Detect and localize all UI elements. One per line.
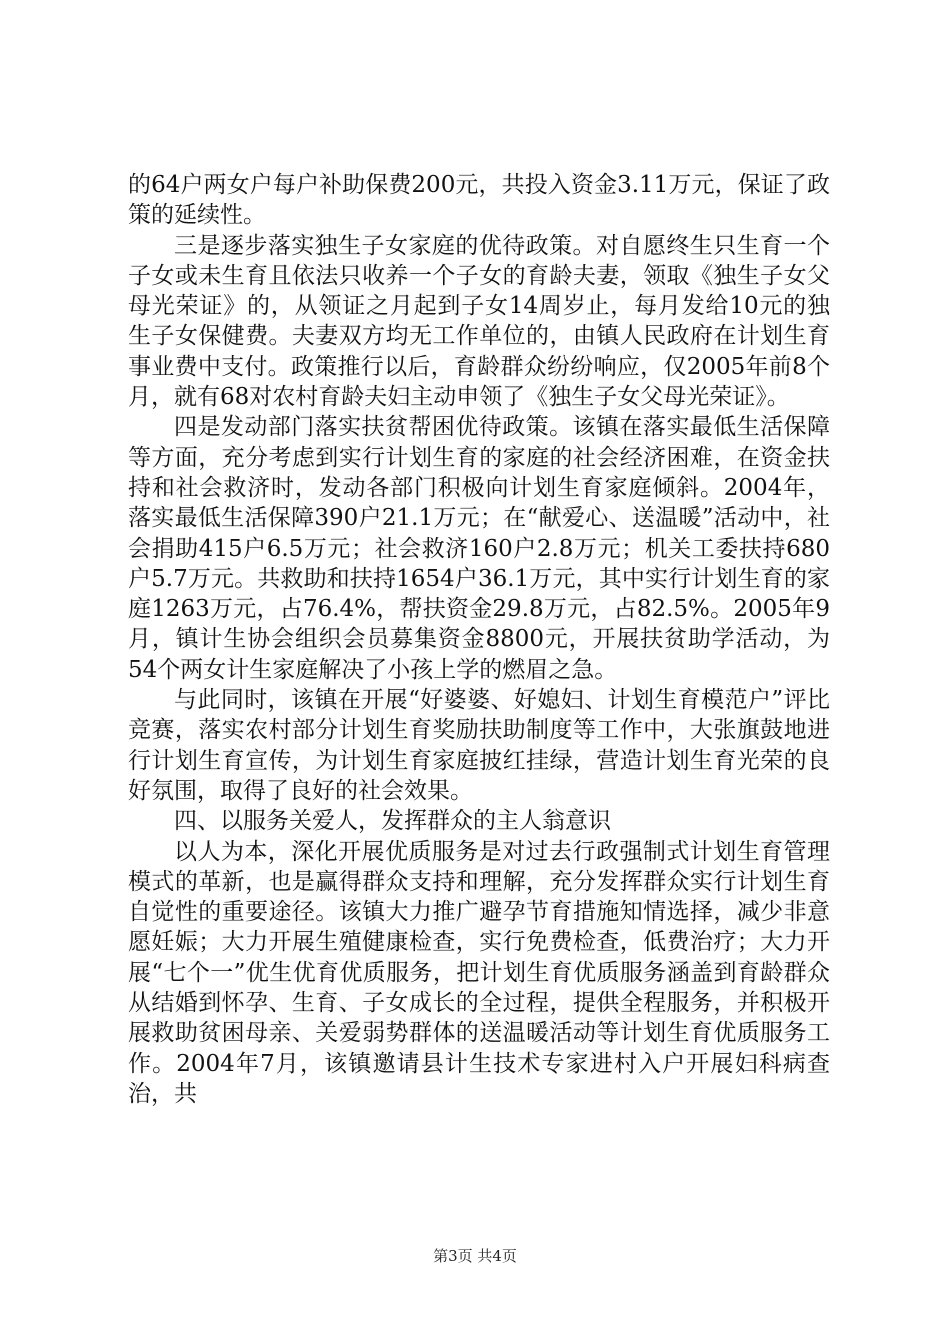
paragraph-poverty-relief: 四是发动部门落实扶贫帮困优待政策。该镇在落实最低生活保障等方面，充分考虑到实行计划生育的家庭的社会经济困难，在资金扶持和社会救济时，发动各部门积极向计划生育家庭倾斜。2004年，落实最低生活保障390户21.1万元；在“献爱心、送温暖”活动中，社会捐助415户6.5万元；社会救济160户2.8万元；机关工委扶持680户5.7万元。共救助和扶持1654户36.1万元，其中实行计划生育的家庭1263万元，占76.4%，帮扶资金29.8万元，占82.5%。2005年9月，镇计生协会组织会员募集资金8800元，开展扶贫助学活动，为54个两女计生家庭解决了小孩上学的燃眉之急。 <box>128 414 830 683</box>
page-number-footer: 第3页 共4页 <box>433 1247 517 1265</box>
paragraph-continuation: 的64户两女户每户补助保费200元，共投入资金3.11万元，保证了政策的延续性。 <box>128 172 830 229</box>
paragraph-publicity: 与此同时，该镇在开展“好婆婆、好媳妇、计划生育模范户”评比竞赛，落实农村部分计划生育奖励扶助制度等工作中，大张旗鼓地进行计划生育宣传，为计划生育家庭披红挂绿，营造计划生育光荣的良好氛围，取得了良好的社会效果。 <box>128 687 830 804</box>
paragraph-only-child-policy: 三是逐步落实独生子女家庭的优待政策。对自愿终生只生育一个子女或未生育且依法只收养一个子女的育龄夫妻，领取《独生子女父母光荣证》的，从领证之月起到子女14周岁止，每月发给10元的独生子女保健费。夫妻双方均无工作单位的，由镇人民政府在计划生育事业费中支付。政策推行以后，育龄群众纷纷响应，仅2005年前8个月，就有68对农村育龄夫妇主动申领了《独生子女父母光荣证》。 <box>128 232 830 411</box>
paragraph-quality-service: 以人为本，深化开展优质服务是对过去行政强制式计划生育管理模式的革新，也是赢得群众支持和理解，充分发挥群众实行计划生育自觉性的重要途径。该镇大力推广避孕节育措施知情选择，减少非意愿妊娠；大力开展生殖健康检查，实行免费检查，低费治疗；大力开展“七个一”优生优育优质服务，把计划生育优质服务涵盖到育龄群众从结婚到怀孕、生育、子女成长的全过程，提供全程服务，并积极开展救助贫困母亲、关爱弱势群体的送温暖活动等计划生育优质服务工作。2004年7月，该镇邀请县计生技术专家进村入户开展妇科病查治，共 <box>128 838 830 1107</box>
section-heading: 四、以服务关爱人，发挥群众的主人翁意识 <box>174 808 611 835</box>
document-body <box>128 170 830 1109</box>
